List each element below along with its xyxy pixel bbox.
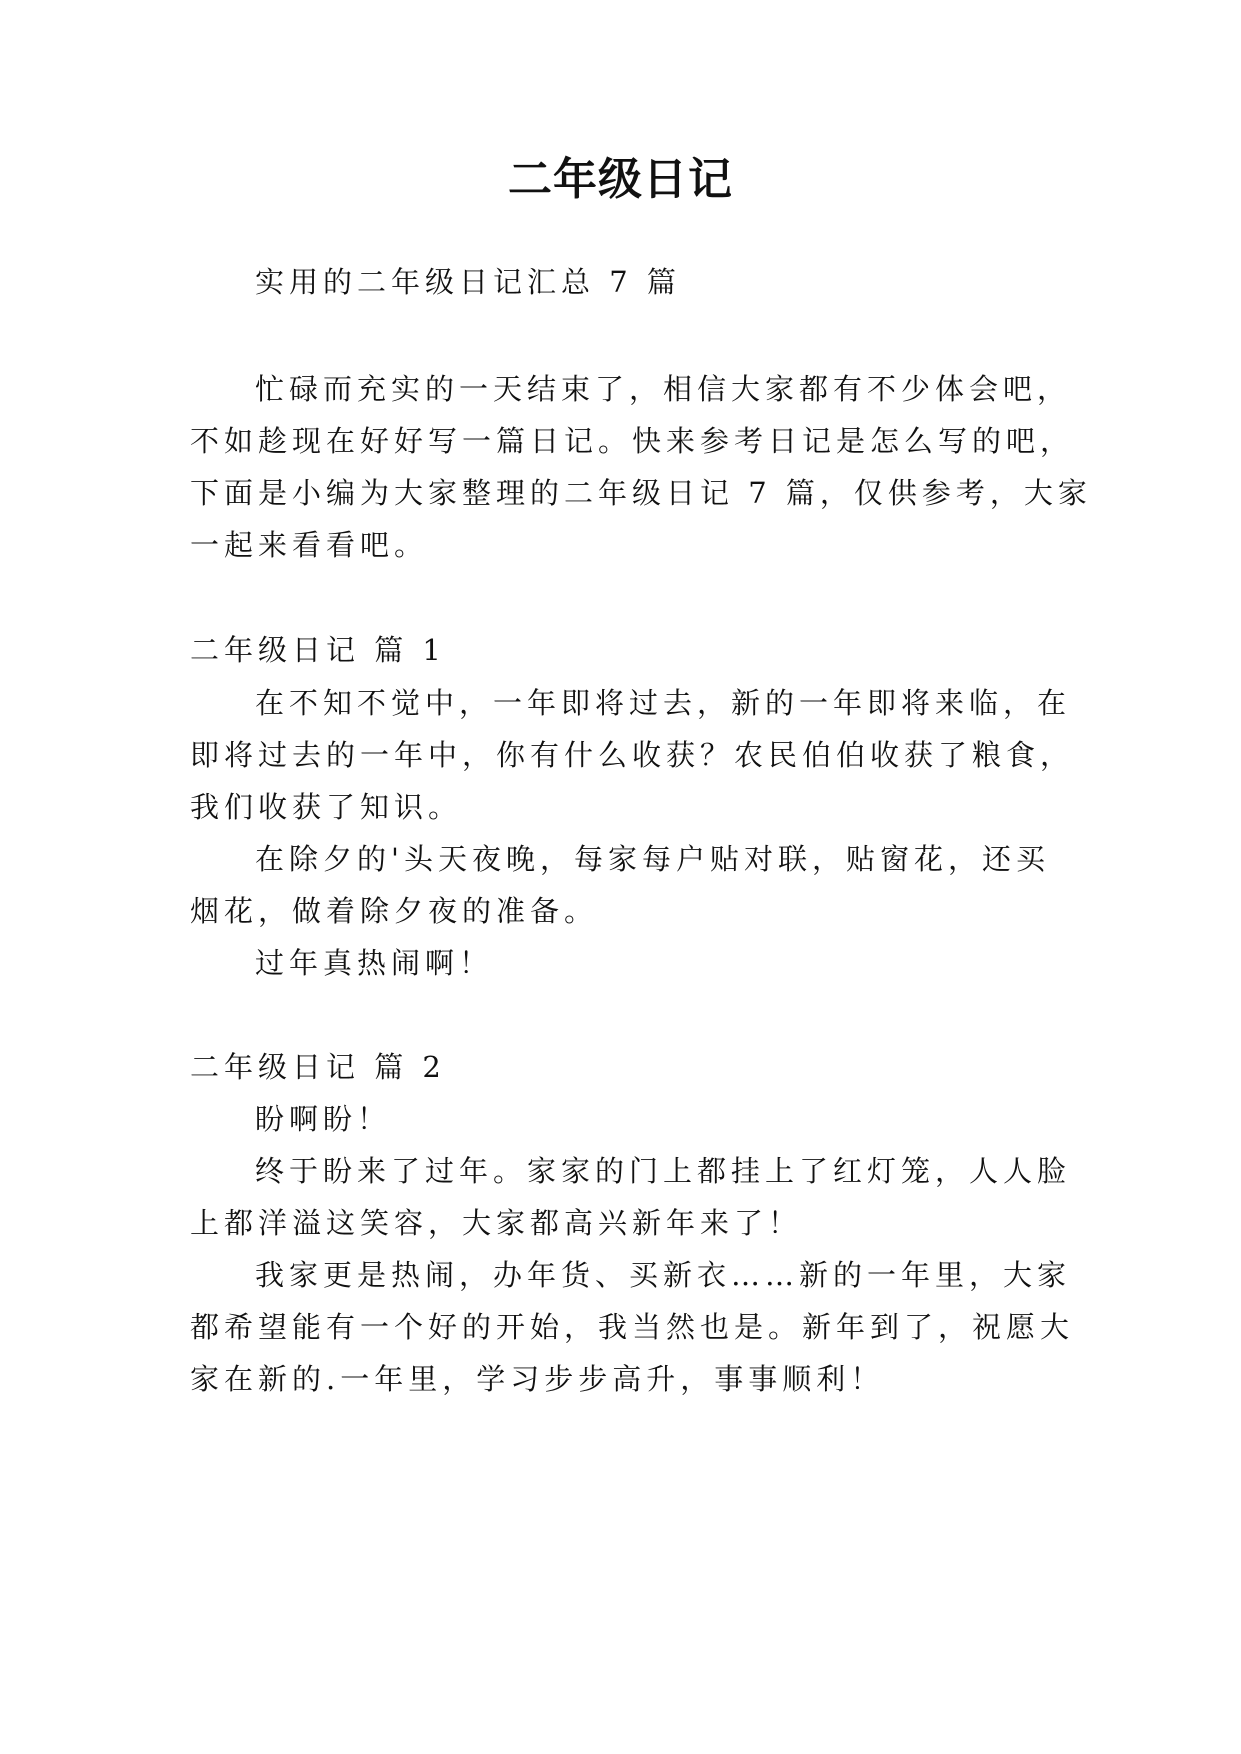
entry-heading: 二年级日记 篇 1 bbox=[190, 633, 446, 667]
entry-line: 终于盼来了过年。家家的门上都挂上了红灯笼，人人脸 bbox=[255, 1154, 1072, 1188]
intro-line: 不如趁现在好好写一篇日记。快来参考日记是怎么写的吧， bbox=[190, 424, 1075, 458]
document-subtitle: 实用的二年级日记汇总 7 篇 bbox=[255, 265, 681, 299]
entry-line: 烟花，做着除夕夜的准备。 bbox=[190, 894, 599, 928]
document-title: 二年级日记 bbox=[508, 154, 733, 205]
entry-line: 家在新的.一年里，学习步步高升，事事顺利！ bbox=[190, 1362, 885, 1396]
entry-line: 都希望能有一个好的开始，我当然也是。新年到了，祝愿大 bbox=[190, 1310, 1075, 1344]
entry-heading: 二年级日记 篇 2 bbox=[190, 1050, 446, 1084]
entry-line: 过年真热闹啊！ bbox=[255, 946, 494, 980]
intro-line: 忙碌而充实的一天结束了，相信大家都有不少体会吧， bbox=[255, 372, 1072, 406]
entry-line: 盼啊盼！ bbox=[255, 1102, 392, 1136]
entry-line: 在除夕的'头天夜晚，每家每户贴对联，贴窗花，还买 bbox=[255, 842, 1050, 876]
entry-line: 即将过去的一年中，你有什么收获？农民伯伯收获了粮食， bbox=[190, 738, 1075, 772]
intro-line: 一起来看看吧。 bbox=[190, 528, 429, 562]
entry-line: 上都洋溢这笑容，大家都高兴新年来了！ bbox=[190, 1206, 803, 1240]
entry-line: 我家更是热闹，办年货、买新衣……新的一年里，大家 bbox=[255, 1258, 1072, 1292]
entry-line: 在不知不觉中，一年即将过去，新的一年即将来临，在 bbox=[255, 686, 1072, 720]
entry-line: 我们收获了知识。 bbox=[190, 790, 463, 824]
intro-line: 下面是小编为大家整理的二年级日记 7 篇，仅供参考，大家 bbox=[190, 476, 1092, 510]
